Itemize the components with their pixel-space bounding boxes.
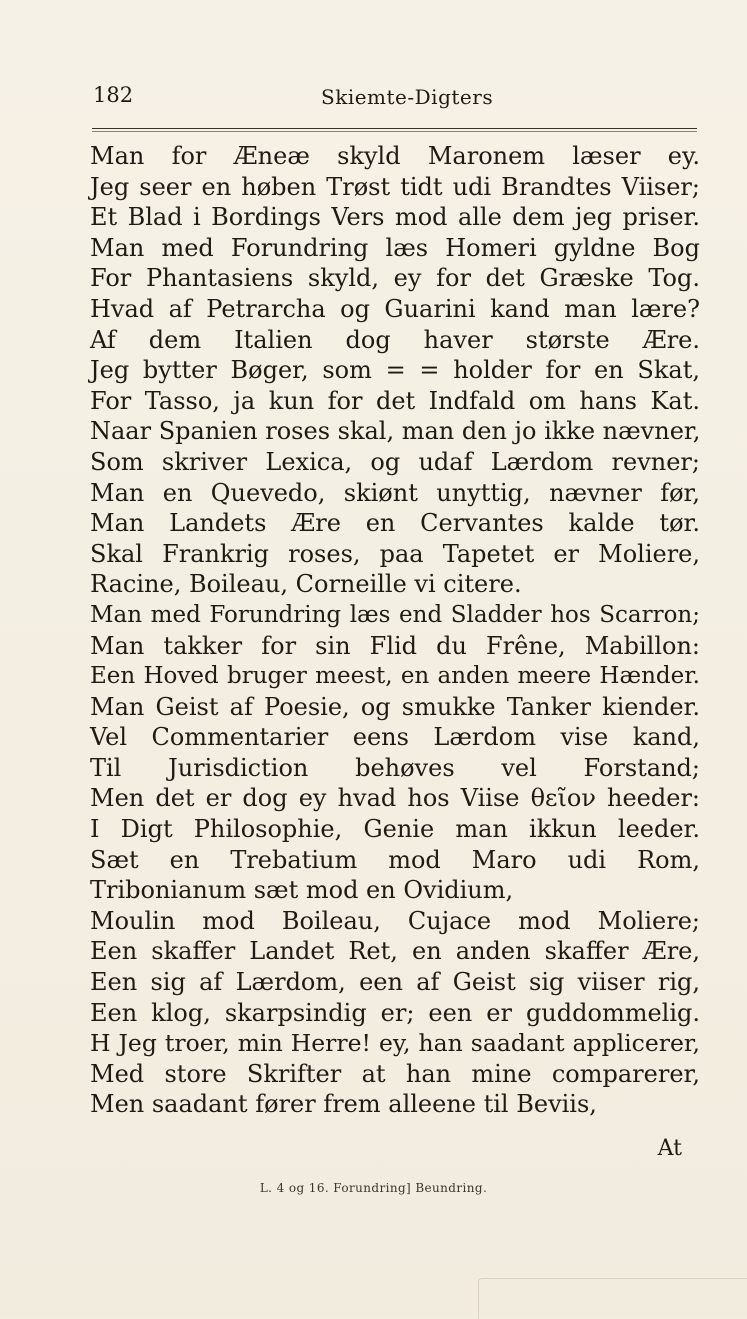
verse-line: Man Geist af Poesie, og smukke Tanker kiender. <box>90 692 700 721</box>
verse-line: Skal Frankrig roses, paa Tapetet er Moliere, <box>90 539 700 568</box>
verse-line: Et Blad i Bordings Vers mod alle dem jeg priser. <box>90 203 700 232</box>
verse-line: Man med Forundring læs Homeri gyldne Bog <box>90 233 700 262</box>
verse-line: Man takker for sin Flid du Frêne, Mabillon: <box>90 631 700 660</box>
footnote: L. 4 og 16. Forundring] Beundring. <box>259 1181 488 1195</box>
verse-line: Naar Spanien roses skal, man den jo ikke nævner, <box>90 417 701 446</box>
verse-line: I Digt Philosophie, Genie man ikkun leeder. <box>90 815 700 844</box>
verse-line: Vel Commentarier eens Lærdom vise kand, <box>90 723 700 752</box>
verse-line: Af dem Italien dog haver største Ære. <box>90 325 700 354</box>
running-title: Skiemte-Digters <box>321 85 494 109</box>
verse-line: H Jeg troer, min Herre! ey, han saadant applicerer, <box>90 1029 700 1058</box>
verse-line: Tribonianum sæt mod en Ovidium, <box>90 876 514 905</box>
page-number: 182 <box>93 83 134 107</box>
verse-line: Racine, Boileau, Corneille vi citere. <box>90 570 522 599</box>
verse-line: Man med Forundring læs end Sladder hos Scarron; <box>90 601 700 628</box>
verse-line: Man en Quevedo, skiønt unyttig, nævner før, <box>90 478 700 507</box>
verse-line: Moulin mod Boileau, Cujace mod Moliere; <box>90 906 700 935</box>
verse-line: Man for Æneæ skyld Maronem læser ey. <box>90 142 700 170</box>
verse-line: For Tasso, ja kun for det Indfald om hans Kat. <box>90 386 700 415</box>
verse-line: Jeg bytter Bøger, som = = holder for en Skat, <box>90 356 700 385</box>
verse-line: For Phantasiens skyld, ey for det Græske Tog. <box>90 264 700 293</box>
verse-line: Hvad af Petrarcha og Guarini kand man lære? <box>90 294 700 323</box>
verse-line: Man Landets Ære en Cervantes kalde tør. <box>90 509 700 538</box>
verse-line: Een Hoved bruger meest, en anden meere Hænder. <box>90 663 700 690</box>
verse-line: Een klog, skarpsindig er; een er guddommelig. <box>90 998 700 1027</box>
header-rule-thin <box>92 131 697 132</box>
scan-corner-mark <box>478 1278 747 1319</box>
verse-line: Sæt en Trebatium mod Maro udi Rom, <box>90 845 700 874</box>
verse-line: Med store Skrifter at han mine comparerer, <box>90 1059 700 1088</box>
verse-line: Men det er dog ey hvad hos Viise θεῖον heeder: <box>90 784 700 813</box>
verse-line: Men saadant fører frem alleene til Beviis, <box>90 1090 597 1119</box>
verse-line: Til Jurisdiction behøves vel Forstand; <box>90 753 700 782</box>
header-rule <box>92 128 697 129</box>
verse-line: Een skaffer Landet Ret, en anden skaffer Ære, <box>90 937 700 966</box>
verse-block <box>90 141 700 1120</box>
verse-line: Jeg seer en høben Trøst tidt udi Brandtes Viiser; <box>90 172 700 201</box>
verse-line: Een sig af Lærdom, een af Geist sig viiser rig, <box>90 968 700 997</box>
catchword: At <box>657 1136 682 1161</box>
verse-line: Som skriver Lexica, og udaf Lærdom revner; <box>90 447 700 476</box>
